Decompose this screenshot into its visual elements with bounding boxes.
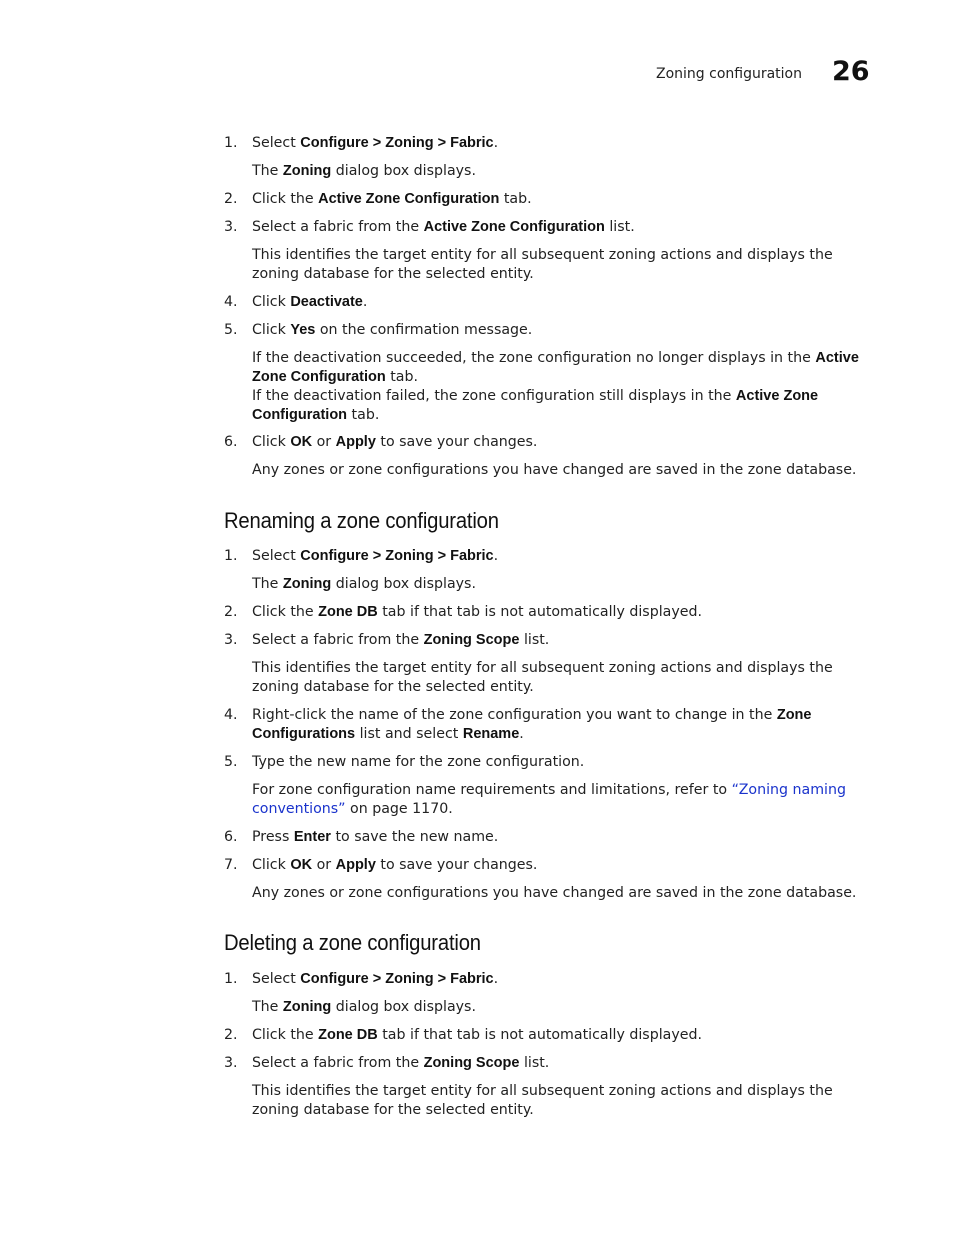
rename-step-5-note: For zone configuration name requirements and limitations, refer to “Zoning naming conventions” on page 1170. bbox=[252, 782, 846, 817]
step-3-note: This identifies the target entity for all subsequent zoning actions and displays the zoning database for the selected entity. bbox=[252, 247, 833, 282]
page-header bbox=[0, 56, 954, 90]
running-title: Zoning configuration bbox=[656, 66, 802, 82]
rename-step-3-note: This identifies the target entity for all subsequent zoning actions and displays the zoning database for the selected entity. bbox=[252, 660, 833, 695]
section-heading-deleting: Deleting a zone configuration bbox=[224, 930, 481, 955]
delete-step-1-result: The Zoning dialog box displays. bbox=[252, 999, 476, 1015]
rename-step-1-result: The Zoning dialog box displays. bbox=[252, 576, 476, 592]
step-5-note: If the deactivation succeeded, the zone configuration no longer displays in the Active Zone Configuration tab. If the deactivation failed, the zone configuration still displays in the Active Zone Configuration tab. bbox=[252, 350, 859, 423]
chapter-number: 26 bbox=[832, 56, 870, 87]
delete-step-3-note: This identifies the target entity for all subsequent zoning actions and displays the zoning database for the selected entity. bbox=[252, 1083, 833, 1118]
step-6-note: Any zones or zone configurations you have changed are saved in the zone database. bbox=[252, 462, 857, 478]
section-heading-renaming: Renaming a zone configuration bbox=[224, 508, 499, 533]
rename-step-7-note: Any zones or zone configurations you have changed are saved in the zone database. bbox=[252, 885, 857, 901]
menu-path: Configure > Zoning > Fabric bbox=[300, 135, 494, 151]
step-1-result: The Zoning dialog box displays. bbox=[252, 163, 476, 179]
zoning-naming-conventions-link[interactable]: “Zoning naming conventions” bbox=[252, 782, 846, 817]
